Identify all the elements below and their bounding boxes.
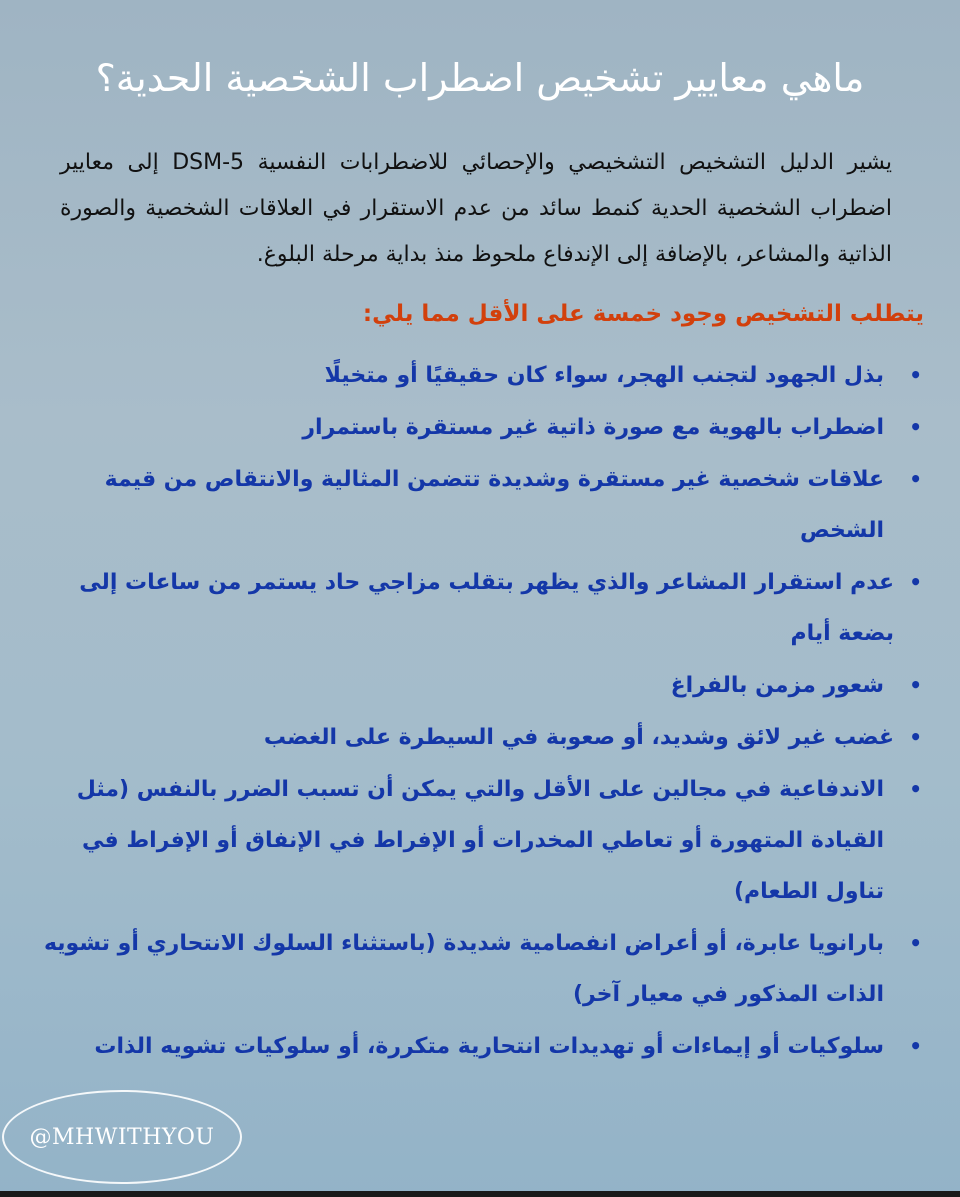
- criteria-item: [22, 660, 924, 711]
- bullet-icon: •: [909, 777, 922, 801]
- criteria-item: [22, 1021, 924, 1072]
- criteria-item: [22, 712, 924, 763]
- criteria-item: [22, 350, 924, 401]
- criteria-item-text: بارانويا عابرة، أو أعراض انفصامية شديدة (باستثناء السلوك الانتحاري أو تشويه الذات المذكور في معيار آخر): [43, 931, 884, 1007]
- criteria-item: [22, 402, 924, 453]
- bullet-icon: •: [909, 931, 922, 955]
- social-handle-badge: [2, 1090, 242, 1184]
- criteria-item-text: عدم استقرار المشاعر والذي يظهر بتقلب مزاجي حاد يستمر من ساعات إلى بضعة أيام: [79, 570, 894, 646]
- criteria-item: [22, 764, 924, 917]
- criteria-item: [22, 918, 924, 1020]
- criteria-item-text: اضطراب بالهوية مع صورة ذاتية غير مستقرة باستمرار: [302, 415, 884, 440]
- bottom-edge-bar: [0, 1191, 960, 1197]
- criteria-item-text: الاندفاعية في مجالين على الأقل والتي يمكن أن تسبب الضرر بالنفس (مثل القيادة المتهورة أو تعاطي المخدرات أو الإفراط في الإنفاق أو الإفراط في تناول الطعام): [76, 777, 884, 904]
- bullet-icon: •: [909, 415, 922, 439]
- criteria-item: [22, 454, 924, 556]
- bullet-icon: •: [909, 363, 922, 387]
- criteria-list: [22, 350, 924, 1073]
- criteria-item-text: بذل الجهود لتجنب الهجر، سواء كان حقيقيًا أو متخيلًا: [324, 363, 884, 388]
- social-handle-text: @MHWITHYOU: [29, 1124, 215, 1150]
- page-title: ماهي معايير تشخيص اضطراب الشخصية الحدية؟: [95, 56, 865, 100]
- criteria-item-text: شعور مزمن بالفراغ: [670, 673, 884, 698]
- bullet-icon: •: [909, 673, 922, 697]
- criteria-item: [22, 557, 924, 659]
- bullet-icon: •: [909, 570, 922, 594]
- intro-paragraph: يشير الدليل التشخيص التشخيصي والإحصائي للاضطرابات النفسية DSM-5 إلى معايير اضطراب الشخصية الحدية كنمط سائد من عدم الاستقرار في العلاقات الشخصية والصورة الذاتية والمشاعر، بالإضافة إلى الإندفاع ملحوظ منذ بداية مرحلة البلوغ.: [60, 150, 893, 267]
- criteria-item-text: غضب غير لائق وشديد، أو صعوبة في السيطرة على الغضب: [263, 725, 894, 750]
- criteria-heading: يتطلب التشخيص وجود خمسة على الأقل مما يلي:: [362, 301, 924, 327]
- criteria-item-text: سلوكيات أو إيماءات أو تهديدات انتحارية متكررة، أو سلوكيات تشويه الذات: [94, 1034, 884, 1059]
- bullet-icon: •: [909, 1034, 922, 1058]
- bullet-icon: •: [909, 467, 922, 491]
- criteria-item-text: علاقات شخصية غير مستقرة وشديدة تتضمن المثالية والانتقاص من قيمة الشخص: [104, 467, 884, 543]
- bullet-icon: •: [909, 725, 922, 749]
